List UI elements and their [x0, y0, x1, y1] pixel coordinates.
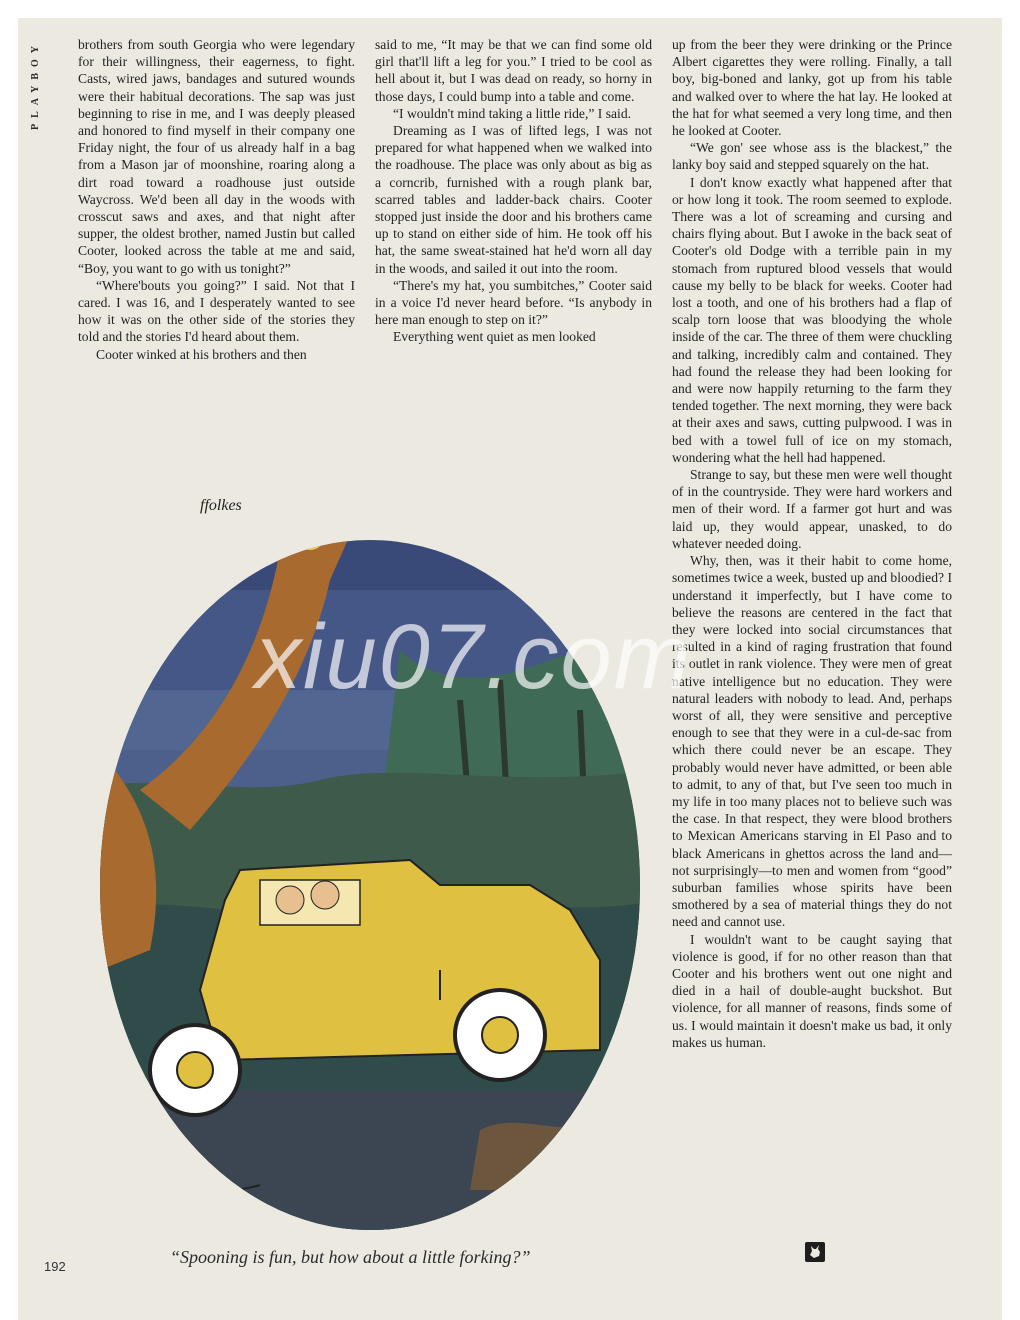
page-number: 192 [44, 1259, 66, 1274]
paragraph: “We gon' see whose ass is the blackest,” the lanky boy said and stepped squarely on the hat. [672, 140, 952, 173]
crescent-moon [295, 518, 326, 550]
paragraph: Why, then, was it their habit to come home, sometimes twice a week, busted up and bloodied? I understand it imperfectly, but I have come to believe the reasons are centered in the fact that they were locked into social circumstances that resulted in a kind of raging frustration that found its outlet in rank violence. They were men of great native intelligence but no education. They were natural leaders with nobody to lead. And, perhaps worst of all, they were sensitive and perceptive enough to see that they were in a cul-de-sac from which there could never be an escape. They probably would never have admitted, or been able to admit, to any of that, but I've seen too much in my life in too many places not to believe such was the case. In that respect, they were blood brothers to Mexican Americans starving in El Paso and to black Americans in ghettos across the land and—not surprisingly—to men and women from “good” suburban families whose spirits have been smothered by a sea of material things they do not need and cannot use. [672, 553, 952, 930]
text-column-3 [672, 36, 952, 1051]
paragraph: “Where'bouts you going?” I said. Not that I cared. I was 16, and I desperately wanted to see how it was on the other side of the stories they told and the stories I'd heard about them. [78, 277, 355, 345]
watermark-text: xiu07.com [255, 606, 693, 708]
front-hub [482, 1017, 518, 1053]
paragraph: said to me, “It may be that we can find some old girl that'll lift a leg for you.” I tried to be cool as hell about it, but I was dead on ready, so horny in those days, I could bump into a table and come. [375, 37, 652, 104]
cartoon-illustration [80, 490, 660, 1230]
car-window [260, 880, 360, 925]
paragraph: brothers from south Georgia who were legendary for their willingness, their eagerness, to fight. Casts, wired jaws, bandages and sutured wounds were their habitual decorations. The sap was just beginning to rise in me, and I was deeply pleased and honored to find myself in their company one Friday night, the four of us already half in a bag from a Mason jar of moonshine, roaring along a dirt road toward a roadhouse just outside Waycross. We'd been all day in the woods with crosscut saws and axes, and that night after supper, the oldest brother, named Justin but called Cooter, looked across the table at me and said, “Boy, you want to go with us tonight?” [78, 37, 355, 276]
cartoon-caption: “Spooning is fun, but how about a little forking?” [170, 1247, 531, 1267]
rear-hub [177, 1052, 213, 1088]
paragraph: “There's my hat, you sumbitches,” Cooter said in a voice I'd never heard before. “Is anybody in here man enough to step on it?” [375, 277, 652, 328]
passenger-figure [311, 881, 339, 909]
rabbit-head-end-mark-icon [805, 1242, 825, 1262]
grass-strokes [110, 1185, 260, 1191]
roadside-bush [470, 1120, 620, 1190]
paragraph: I don't know exactly what happened after that or how long it took. The room seemed to explode. There was a lot of screaming and cursing and chairs flying about. But I awoke in the back seat of Cooter's old Dodge with a terrible pain in my stomach from ruptured blood vessels that would cause my belly to be black for weeks. Cooter had lost a tooth, and one of his brothers had a flap of scalp torn loose that was bloodying the whole inside of the car. The three of them were chuckling and talking, incredibly calm and contained. They had found the release they had been looking for and were now happily returning to the farm they tended together. The next morning, they were back at their axes and saws, cutting pulpwood. I was in bed with a towel full of ice on my stomach, wondering what the hell had happened. [672, 174, 952, 465]
paragraph: Dreaming as I was of lifted legs, I was not prepared for what happened when we walked into the roadhouse. The place was only about as big as a corncrib, furnished with a rough plank bar, scarred tables and ladder-back chairs. Cooter stopped just inside the door and his brothers came up to stand on either side of him. He took off his hat, the same sweat-stained hat he'd worn all day in the woods, and sailed it out into the room. [375, 123, 652, 276]
artist-signature: ffolkes [200, 497, 242, 514]
driver-figure [276, 886, 304, 914]
paragraph: Strange to say, but these men were well thought of in the countryside. They were hard workers and men of their word. If a farmer got hurt and was laid up, they would appear, unasked, to do whatever needed doing. [672, 467, 952, 551]
paragraph: I wouldn't want to be caught saying that violence is good, if for no other reason than that Cooter and his brothers went out one night and died in a hail of double-aught buckshot. But violence, for all manner of reasons, finds some of us. I would maintain it doesn't make us bad, it only makes us human. [672, 931, 952, 1050]
text-column-2 [375, 36, 652, 346]
tree-branch [230, 518, 380, 530]
paragraph: “I wouldn't mind taking a little ride,” I said. [393, 105, 632, 121]
paragraph: Cooter winked at his brothers and then [96, 346, 307, 362]
text-column-1 [78, 36, 355, 363]
paragraph: Everything went quiet as men looked [393, 329, 596, 345]
magazine-name-vertical: PLAYBOY [30, 40, 41, 130]
road [80, 1090, 660, 1230]
paragraph: up from the beer they were drinking or the Prince Albert cigarettes they were rolling. Finally, a tall boy, big-boned and lanky, got up from his table and walked over to where the hat lay. He looked at the hat for what seemed a very long time, and then he looked at Cooter. [672, 37, 952, 139]
